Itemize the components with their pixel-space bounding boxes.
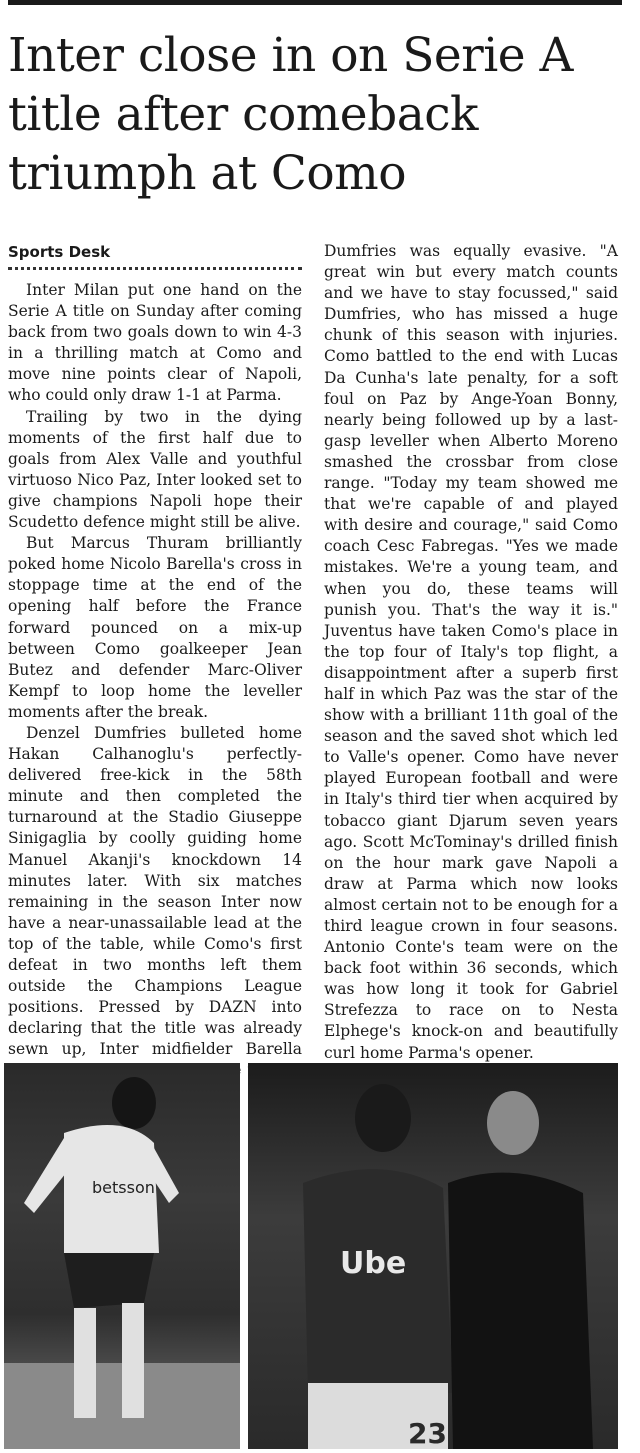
photo-player-illustration	[4, 1063, 240, 1449]
shirt-sponsor-text: betsson	[92, 1178, 155, 1197]
paragraph: Inter Milan put one hand on the Serie A title on Sunday after coming back from two goals down to win 4-3 in a thrilling match at Como and move nine points clear of Napoli, who could only draw 1-1 at Parma.	[8, 281, 302, 405]
photo-coach-illustration	[248, 1063, 618, 1449]
byline: Sports Desk	[8, 241, 302, 270]
photo-celebrating-player	[4, 1063, 240, 1449]
paragraph: Denzel Dumfries bulleted home Hakan Calhanoglu's perfectly-delivered free-kick in the 58th minute and then completed the turnaround at the Stadio Giuseppe Sinigaglia by coolly guiding home Manuel Akanji's knockdown 14 minutes later. With six matches remaining in the season Inter now have a near-unassailable lead at the top of the table, while Como's first defeat in two months left them outside the Champions League positions. Pressed by DAZN into declaring that the title was already sewn up, Inter midfielder Barella	[8, 723, 302, 1059]
paragraph: Dumfries was equally evasive. "A great win but every match counts and we have to stay focussed," said Dumfries, who has missed a huge chunk of this season with injuries. Como battled to the end with Lucas Da Cunha's late penalty, for a soft foul on Paz by Ange-Yoan Bonny, nearly being followed up by a last-gasp leveller when Alberto Moreno smashed the crossbar from close range. "Today my team showed me that we're capable of and played with desire and courage," said Como coach Cesc Fabregas. "Yes we made mistakes. We're a young team, and when you do, these teams will punish you. That's the way it is." Juventus have taken Como's place in the top four of Italy's top flight, a disappointment after a superb first half in which Paz was the star of the show with a brilliant 11th goal of the season and the saved shot which led to Valle's opener. Como have never played European football and were in Italy's third tier when acquired by tobacco giant Djarum seven years ago. Scott McTominay's drilled finish on the hour mark gave Napoli a draw at Parma which now looks almost certain not to be enough for a third league crown in four seasons. Antonio Conte's team were on the back foot within 36 seconds, which was how long it took for Gabriel Strefezza to race on to Nesta Elphege's knock-on and beautifully curl home Parma's opener.	[324, 242, 618, 1062]
shorts-number: 23	[408, 1417, 447, 1449]
top-rule	[8, 0, 622, 5]
paragraph: But Marcus Thuram brilliantly poked home Nicolo Barella's cross in stoppage time at the end of the opening half before the France forward pounced on a mix-up between Como goalkeeper Jean Butez and defender Marc-Oliver Kempf to loop home the leveller moments after the break.	[8, 534, 302, 721]
shirt-sponsor-text: Ube	[340, 1246, 407, 1281]
article-body	[8, 241, 618, 1103]
left-column	[8, 241, 302, 1103]
photo-coach-consoling-player	[248, 1063, 618, 1449]
paragraph: Trailing by two in the dying moments of the first half due to goals from Alex Valle and youthful virtuoso Nico Paz, Inter looked set to give champions Napoli hope their Scudetto defence might still be alive.	[8, 407, 302, 532]
headline: Inter close in on Serie A title after comeback triumph at Como	[8, 28, 573, 201]
right-column	[324, 241, 618, 1103]
